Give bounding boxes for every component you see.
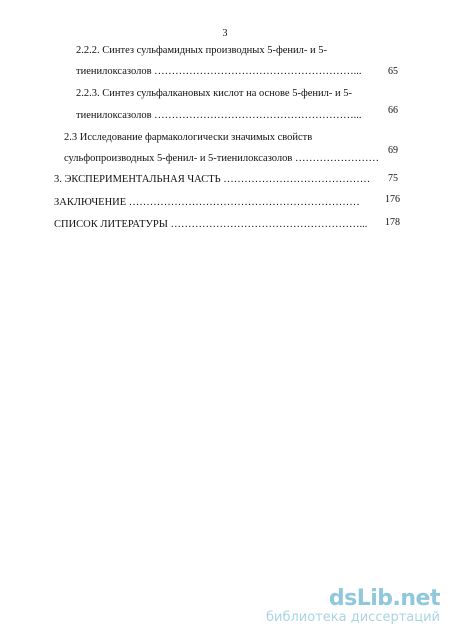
toc-entry-2-3-line1: 2.3 Исследование фармакологически значимых свойств <box>64 132 313 143</box>
watermark <box>250 588 440 626</box>
toc-page-69: 69 <box>388 145 398 156</box>
toc-entry-2-2-3-line1: 2.2.3. Синтез сульфалкановых кислот на основе 5-фенил- и 5- <box>76 88 353 99</box>
toc-entry-2-3-line2: сульфопроизводных 5-фенил- и 5-тиенилоксазолов …………………… <box>64 153 379 164</box>
toc-entry-references: СПИСОК ЛИТЕРАТУРЫ ………………………………………………... <box>54 219 368 230</box>
toc-page-176: 176 <box>385 194 400 205</box>
toc-entry-2-2-3-line2: тиенилоксазолов …………………………………………………... <box>76 110 362 121</box>
toc-entry-2-2-2-line1: 2.2.2. Синтез сульфамидных производных 5-фенил- и 5- <box>76 45 328 56</box>
toc-entry-2-2-2-line2: тиенилоксазолов …………………………………………………... <box>76 66 362 77</box>
toc-page-178: 178 <box>385 217 400 228</box>
page-number: 3 <box>222 28 228 39</box>
toc-entry-conclusion: ЗАКЛЮЧЕНИЕ ………………………………………………………… <box>54 197 360 208</box>
watermark-logo: dsLib.net <box>328 586 440 612</box>
toc-page-65: 65 <box>388 66 398 77</box>
toc-page-75: 75 <box>388 173 398 184</box>
toc-page-66: 66 <box>388 105 398 116</box>
toc-entry-experimental: 3. ЭКСПЕРИМЕНТАЛЬНАЯ ЧАСТЬ …………………………………… <box>54 174 371 185</box>
watermark-tagline: библиотека диссертаций <box>266 610 440 626</box>
